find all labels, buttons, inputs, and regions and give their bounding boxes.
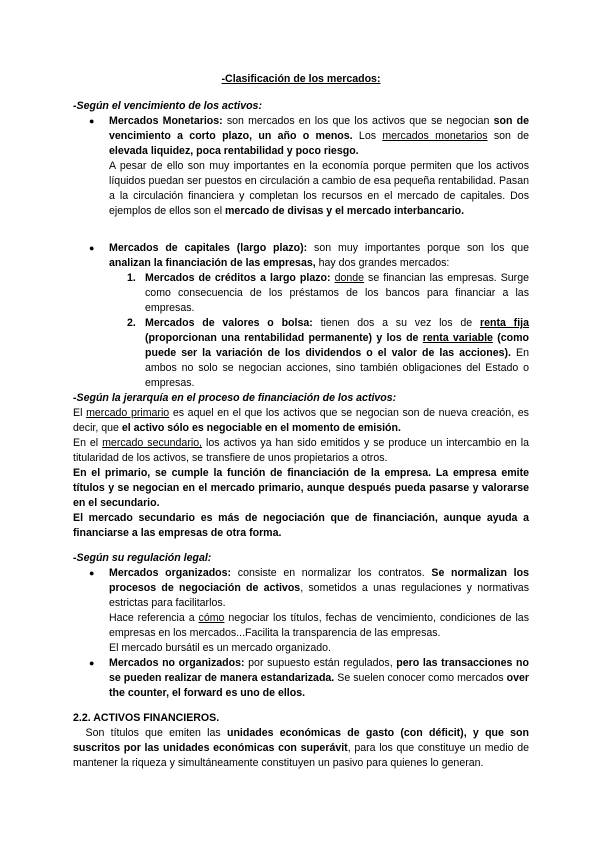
underlined-text: mercado primario: [86, 407, 170, 419]
text: son de: [487, 130, 529, 142]
term-label: Mercados Monetarios:: [109, 115, 223, 127]
term-label: Mercados organizados:: [109, 567, 232, 579]
text: Son títulos que emiten las: [73, 727, 227, 739]
list-item-mercados-capitales: [73, 241, 529, 391]
paragraph: [145, 271, 529, 316]
list-item-mercados-no-organizados: [73, 656, 529, 701]
list-item-valores-bolsa: [109, 316, 529, 391]
underlined-text: mercados monetarios: [382, 130, 488, 142]
underlined-bold-text: renta variable: [422, 332, 493, 344]
section-heading-vencimiento: -Según el vencimiento de los activos:: [73, 100, 262, 112]
text: tienen dos a su vez los de: [312, 317, 480, 329]
text: por supuesto están regulados,: [244, 657, 397, 669]
paragraph: [109, 611, 529, 641]
list-number: 2.: [127, 317, 136, 329]
term-label: Mercados no organizados:: [109, 657, 245, 669]
list-item-mercados-organizados: [73, 566, 529, 656]
bullet-icon: ●: [89, 568, 95, 578]
bold-paragraph: En el primario, se cumple la función de financiación de la empresa. La empresa emite títulos y se negocian en el mercado primario, aunque después pueda pasarse y valorarse en el secundario.: [73, 467, 529, 509]
bold-text: mercado de divisas y el mercado interbancario.: [225, 205, 465, 217]
bold-text: elevada liquidez, poca rentabilidad y poco riesgo.: [109, 145, 359, 157]
underlined-text: mercado secundario,: [102, 437, 203, 449]
list-item-mercados-monetarios: [73, 114, 529, 219]
bold-text: Se normalizan los procesos de negociación de activos: [109, 567, 529, 594]
text: se financian las empresas. Surge como consecuencia de los préstamos de los bancos para financiar a las empresas.: [145, 272, 529, 314]
bold-text: unidades económicas de gasto (con déficit), y que son suscritos por las unidades económicas con superávit: [73, 727, 529, 754]
page-title: -Clasificación de los mercados:: [221, 73, 381, 85]
bold-text: son de vencimiento a corto plazo, un año o menos.: [109, 115, 530, 142]
paragraph: [73, 436, 529, 466]
text: Los: [352, 130, 383, 142]
paragraph: [109, 656, 529, 701]
paragraph: [109, 566, 529, 611]
text: los activos ya han sido emitidos y se produce un intercambio en la titularidad de los activos, se transfiere de unos propietarios a otros.: [73, 437, 529, 464]
bold-text: analizan la financiación de las empresas,: [109, 257, 316, 269]
underlined-bold-text: renta fija: [479, 317, 529, 329]
bullet-icon: ●: [89, 658, 95, 668]
section-heading-regulacion: -Según su regulación legal:: [73, 552, 212, 564]
text: Hace referencia a: [109, 612, 199, 624]
text: A pesar de ello son muy importantes en la economía porque permiten que los activos líquidos puedan ser puestos en circulación a cambio de esa pequeña rentabilidad. Pasan a la circulación financiera y completan los recursos en el mercado de capitales. Dos ejemplos de ellos son el: [109, 160, 529, 217]
text: En ambos no solo se negocian acciones, sino también obligaciones del Estado o empresas.: [145, 347, 529, 389]
term-label: Mercados de valores o bolsa:: [145, 317, 313, 329]
bold-text: (proporcionan una rentabilidad permanente) y los de: [145, 332, 423, 344]
bold-text: pero las transacciones no se pueden realizar de manera estandarizada.: [109, 657, 529, 684]
bold-text: over the counter, el forward es uno de ellos.: [109, 672, 529, 699]
paragraph: [109, 159, 529, 219]
underlined-text: donde: [334, 272, 365, 284]
text: En el: [73, 437, 103, 449]
text: negociar los títulos, fechas de vencimiento, condiciones de las empresas en los mercados...Facilita la transparencia de las empresas.: [109, 612, 529, 639]
term-label: Mercados de créditos a largo plazo:: [145, 272, 331, 284]
section-heading-activos-financieros: 2.2. ACTIVOS FINANCIEROS.: [73, 712, 220, 724]
text: , para los que constituye un medio de mantener la riqueza y simultáneamente constituyen un pasivo para quienes lo generan.: [73, 742, 529, 769]
paragraph: [145, 316, 529, 391]
bullet-list-regulacion: [73, 566, 529, 701]
text: Se suelen conocer como mercados: [334, 672, 507, 684]
text: es aquel en el que los activos que se negocian son de nueva creación, es decir, que: [73, 407, 529, 434]
text: son muy importantes porque son los que: [307, 242, 529, 254]
list-item-creditos-largo-plazo: [109, 271, 529, 316]
bullet-icon: ●: [89, 116, 95, 126]
bold-text: (como puede ser la variación de los dividendos o el valor de las acciones).: [145, 332, 529, 359]
bold-paragraph: El mercado secundario es más de negociación que de financiación, aunque ayuda a financiarse a las empresas de otra forma.: [73, 512, 529, 539]
document-page: [73, 72, 529, 771]
bullet-list-vencimiento: [73, 114, 529, 391]
paragraph: [73, 726, 529, 771]
text: , sometidos a unas regulaciones y normativas estrictas para facilitarlos.: [109, 582, 529, 609]
bullet-icon: ●: [89, 243, 95, 253]
term-label: Mercados de capitales (largo plazo):: [109, 242, 308, 254]
paragraph: El mercado bursátil es un mercado organizado.: [109, 642, 331, 654]
text: El: [73, 407, 87, 419]
bold-text: el activo sólo es negociable en el momento de emisión.: [121, 422, 401, 434]
text: consiste en normalizar los contratos.: [231, 567, 432, 579]
paragraph: [109, 241, 529, 271]
paragraph: [73, 406, 529, 436]
list-number: 1.: [127, 272, 136, 284]
text: hay dos grandes mercados:: [315, 257, 450, 269]
numbered-list: [109, 271, 529, 391]
text: son mercados en los que los activos que se negocian: [222, 115, 494, 127]
section-heading-jerarquia: -Según la jerarquía en el proceso de financiación de los activos:: [73, 392, 397, 404]
underlined-text: cómo: [198, 612, 225, 624]
paragraph: [109, 114, 529, 159]
